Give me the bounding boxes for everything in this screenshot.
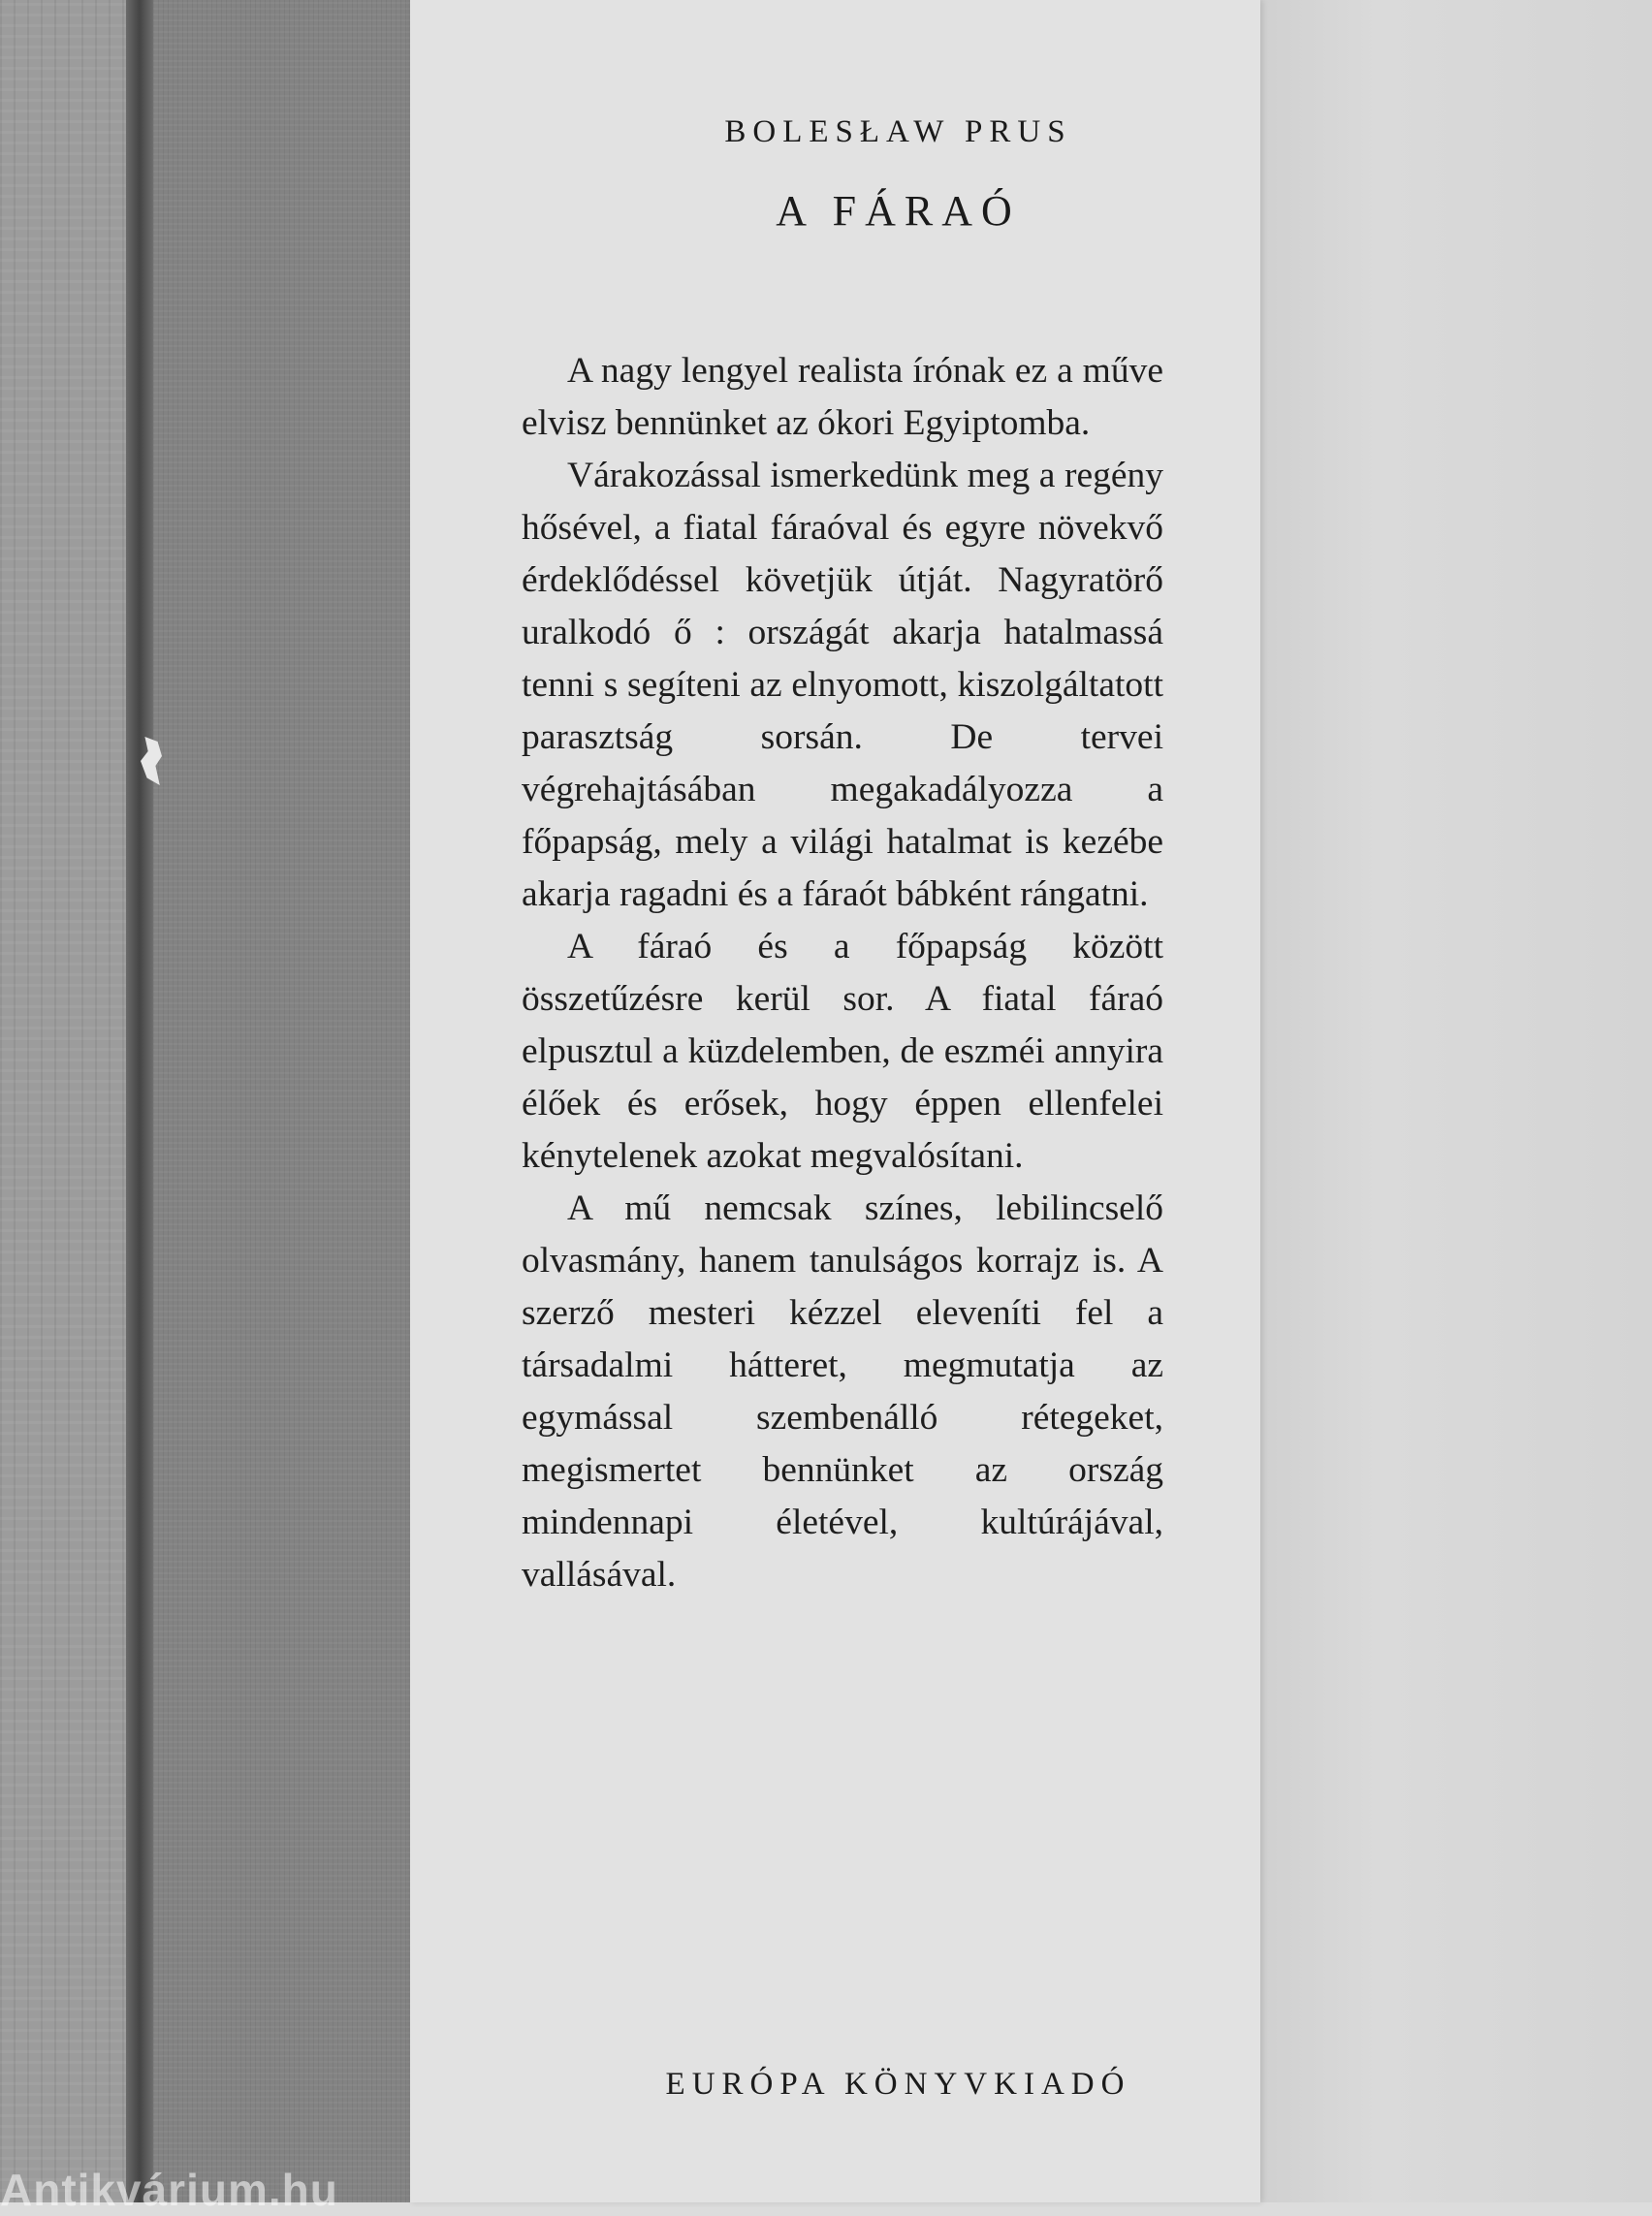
dust-jacket-edge <box>153 0 410 2202</box>
background-surface <box>1260 0 1652 2202</box>
blurb-paragraph-3: A fáraó és a főpapság között összetűzésre kerül sor. A fiatal fáraó elpusztul a küzdelemben, de eszméi annyira élőek és erősek, hogy éppen ellenfelei kénytelenek azokat megvalósítani. <box>522 927 1163 1176</box>
book-spine-background <box>0 0 141 2202</box>
blurb-paragraph-1: A nagy lengyel realista írónak ez a műve elvisz bennünket az ókori Egyiptomba. <box>522 351 1163 443</box>
author-name: BOLESŁAW PRUS <box>724 114 1072 149</box>
publisher-name: EURÓPA KÖNYVKIADÓ <box>665 2067 1131 2102</box>
jacket-flap <box>410 0 1260 2202</box>
spine-shadow <box>126 0 153 2202</box>
book-title: A FÁRAÓ <box>776 187 1021 235</box>
blurb-paragraph-4: A mű nemcsak színes, lebilincselő olvasmány, hanem tanulságos korrajz is. A szerző mesteri kézzel eleveníti fel a társadalmi hátteret, megmutatja az egymással szembenálló rétegeket, megismertet bennünket az ország mindennapi életével, kultúrájával, vallásával. <box>522 1188 1163 1595</box>
watermark: Antikvárium.hu <box>0 2165 338 2215</box>
blurb-paragraph-2: Várakozással ismerkedünk meg a regény hősével, a fiatal fáraóval és egyre növekvő érdeklődéssel követjük útját. Nagyratörő uralkodó ő : országát akarja hatalmassá tenni s segíteni az elnyomott, kiszolgáltatott parasztság sorsán. De tervei végrehajtásában megakadályozza a főpapság, mely a világi hatalmat is kezébe akarja ragadni és a fáraót bábként rángatni. <box>522 456 1163 914</box>
blurb-text <box>522 345 1163 1601</box>
